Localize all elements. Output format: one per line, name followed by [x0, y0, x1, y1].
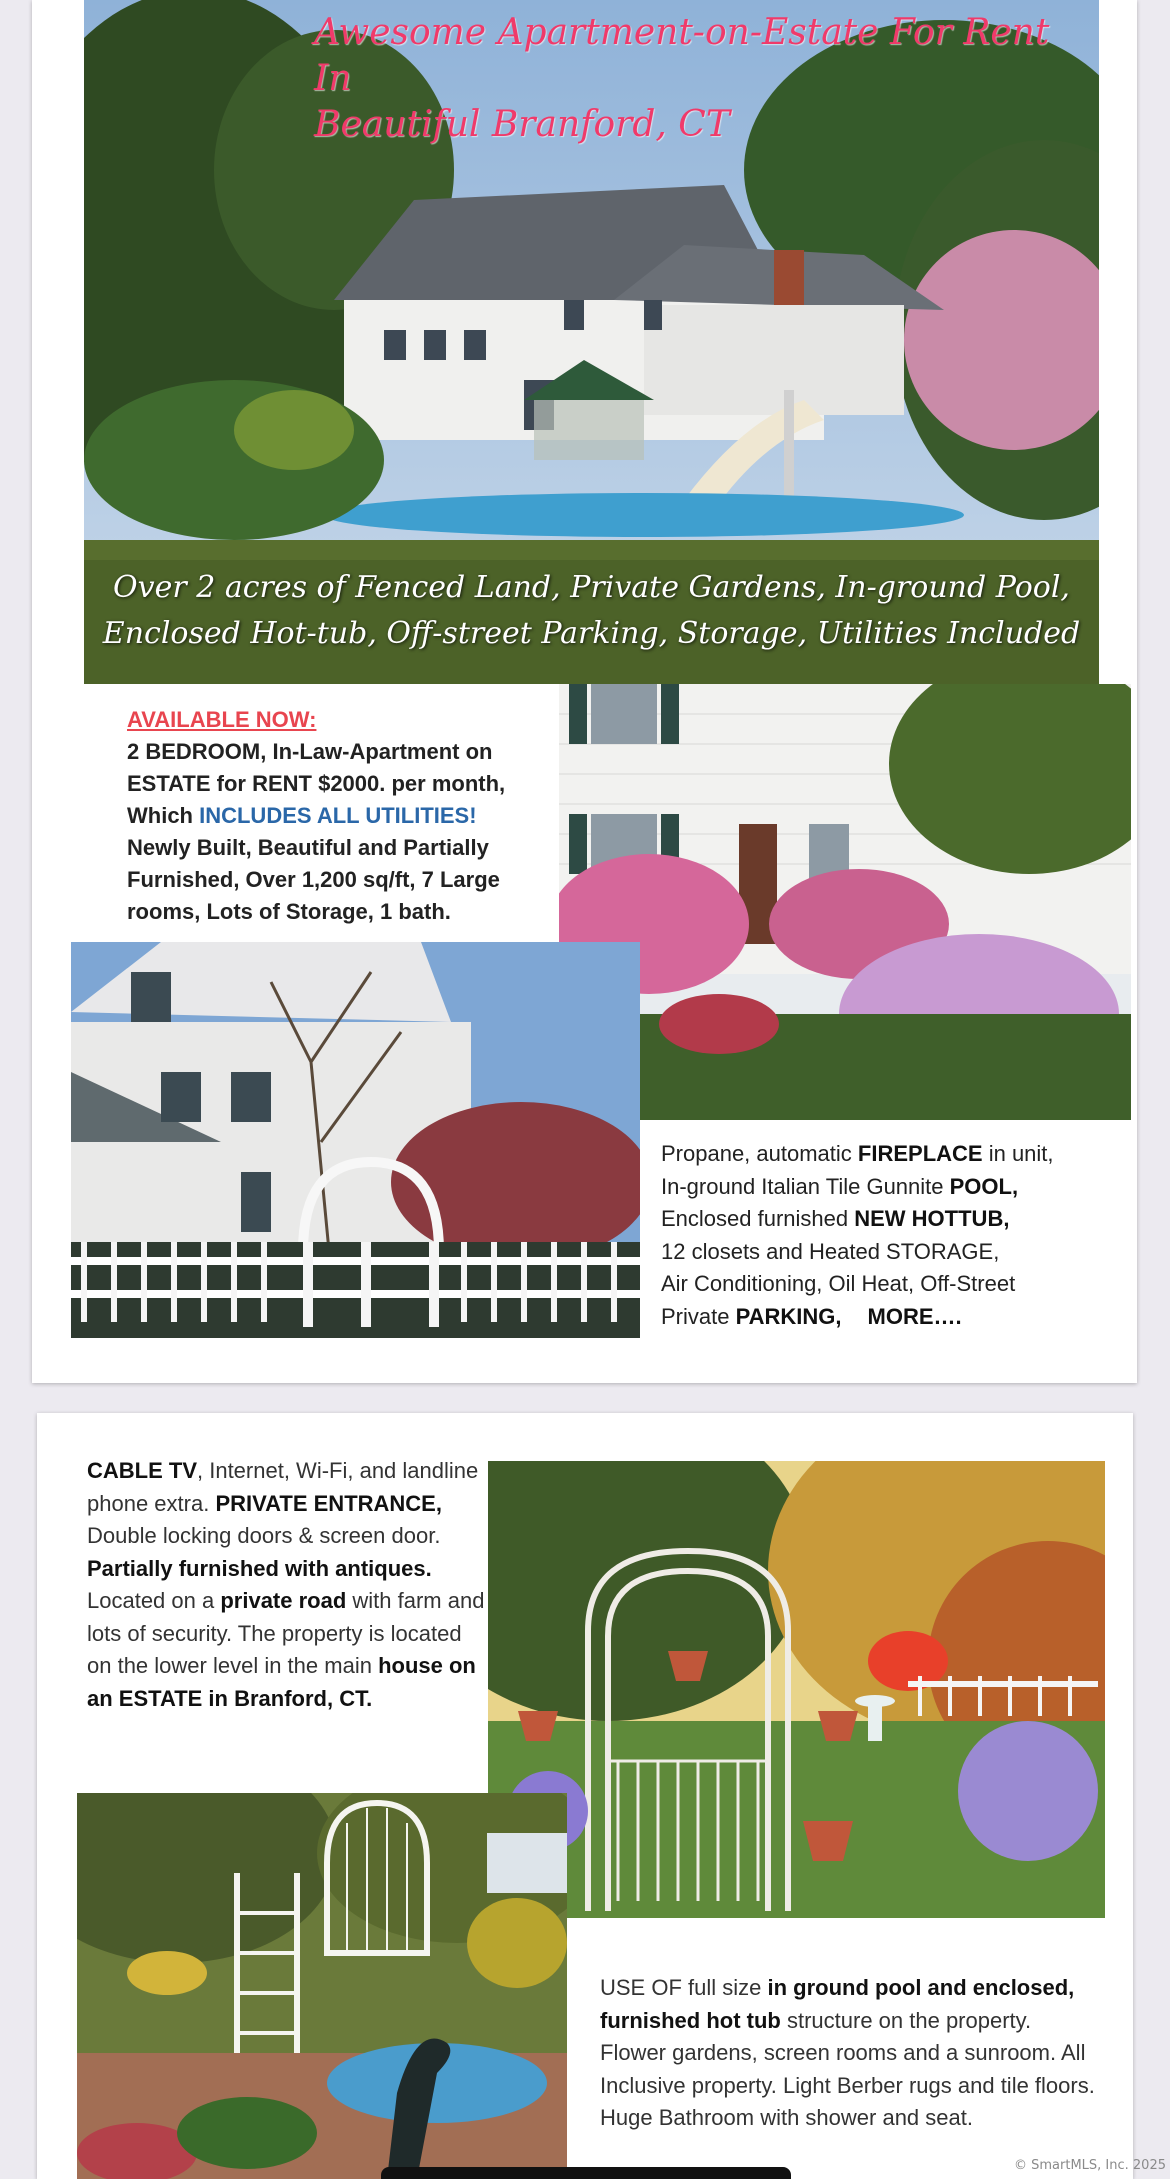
estate-location-bold: house on an ESTATE in Branford, CT. — [87, 1653, 476, 1711]
garden-arch-image — [488, 1461, 1105, 1918]
cable-entrance-text — [87, 1455, 487, 1715]
front-house-photo — [559, 684, 1131, 1120]
rent-period: . per month, — [379, 771, 506, 796]
feature-parking — [661, 1301, 1131, 1334]
furnished-bold: Partially furnished with antiques. — [87, 1555, 432, 1581]
availability-line-6: rooms, Lots of Storage, 1 bath. — [127, 899, 451, 924]
feature-heating: Air Conditioning, Oil Heat, Off-Street — [661, 1271, 1016, 1296]
flyer-title-line-1: Awesome Apartment-on-Estate For Rent In — [314, 12, 1050, 99]
feature-storage: 12 closets and Heated STORAGE, — [661, 1238, 1000, 1264]
estate-hero-photo — [84, 0, 1099, 684]
feature-pool — [661, 1171, 1131, 1204]
cable-text-3: Located on a — [87, 1588, 221, 1613]
pool-text-1: USE OF full size — [600, 1975, 768, 2000]
house-front-rhododendrons-image — [559, 684, 1131, 1120]
features-box — [640, 1120, 1131, 1338]
house-arbor-fence-image — [71, 942, 640, 1338]
availability-line-1: 2 BEDROOM, In-Law-Apartment on — [127, 739, 493, 764]
availability-line-4: Newly Built, Beautiful and Partially — [127, 835, 489, 860]
feature-fireplace-label: Propane, automatic — [661, 1141, 858, 1166]
private-road-bold: private road — [220, 1588, 347, 1613]
pool-hottub-box — [567, 1918, 1105, 2179]
pool-hottub-text — [600, 1972, 1100, 2135]
availability-box — [84, 684, 559, 942]
flyer-title — [314, 10, 1084, 148]
cable-tv-bold: CABLE TV — [87, 1458, 197, 1483]
flyer-title-line-2: Beautiful Branford, CT — [314, 104, 730, 145]
flyer-page-2 — [37, 1413, 1133, 2179]
pool-garden-birdcage-image — [77, 1793, 567, 2179]
cable-text-1: , Internet, Wi-Fi, and landline phone extra. — [87, 1458, 479, 1516]
rent-price: $2000 — [318, 771, 380, 796]
pool-hottub-bold: in ground pool and enclosed, furnished hot tub — [600, 1975, 1075, 2033]
rent-label: ESTATE for RENT — [127, 771, 319, 796]
home-indicator — [381, 2167, 791, 2179]
feature-parking-bold: PARKING, — [735, 1303, 842, 1329]
utilities-prefix: Which — [127, 803, 200, 828]
house-with-fence-photo — [71, 942, 640, 1338]
feature-fireplace — [661, 1138, 1131, 1171]
cable-entrance-box — [37, 1413, 487, 1793]
availability-line-3 — [127, 800, 557, 832]
feature-more: MORE…. — [867, 1303, 962, 1329]
feature-hottub-label: Enclosed furnished — [661, 1206, 855, 1231]
availability-line-2 — [127, 768, 557, 800]
feature-pool-label: In-ground Italian Tile Gunnite — [661, 1173, 950, 1199]
feature-parking-label: Private — [661, 1303, 736, 1329]
amenities-caption — [84, 565, 1099, 657]
feature-pool-bold: POOL, — [949, 1173, 1019, 1199]
cable-text-2: Double locking doors & screen door. — [87, 1523, 441, 1548]
cable-text-4: with farm and lots of security. The property is located on the lower level in the main — [87, 1588, 485, 1678]
amenities-caption-line-2: Enclosed Hot-tub, Off-street Parking, Storage, Utilities Included — [102, 616, 1081, 651]
feature-hottub — [661, 1203, 1131, 1236]
flyer-page-1 — [32, 0, 1137, 1383]
smartmls-watermark: © SmartMLS, Inc. 2025 — [1013, 2158, 1166, 2173]
private-entrance-bold: PRIVATE ENTRANCE, — [215, 1490, 442, 1516]
feature-fireplace-bold: FIREPLACE — [857, 1141, 983, 1166]
garden-arch-photo — [488, 1461, 1105, 1918]
feature-fireplace-suffix: in unit, — [982, 1141, 1054, 1166]
utilities-included-text: INCLUDES ALL UTILITIES! — [199, 803, 477, 828]
availability-line-5: Furnished, Over 1,200 sq/ft, 7 Large — [127, 867, 500, 892]
pool-text-2: structure on the property. Flower gardens, screen rooms and a sunroom. All Inclusive property. Light Berber rugs and tile floors. Huge Bathroom with shower and seat. — [600, 2007, 1095, 2130]
pool-garden-photo — [77, 1793, 567, 2179]
feature-hottub-bold: NEW HOTTUB, — [854, 1206, 1010, 1231]
amenities-caption-line-1: Over 2 acres of Fenced Land, Private Gardens, In-ground Pool, — [113, 570, 1070, 605]
available-now-heading: AVAILABLE NOW: — [127, 707, 317, 732]
